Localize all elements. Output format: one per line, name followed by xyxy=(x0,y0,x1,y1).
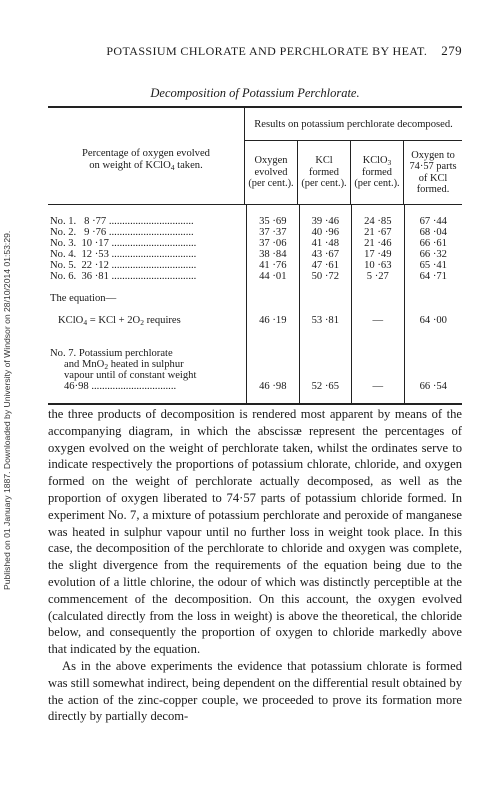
table-cell: 35 ·69 xyxy=(259,216,287,227)
col-head-ratio: Oxygen to 74·57 parts of KCl formed. xyxy=(409,149,457,195)
results-table xyxy=(48,106,462,405)
table-cell: 5 ·27 xyxy=(366,271,389,282)
table-cell: 40 ·96 xyxy=(311,227,339,238)
table-cell: 21 ·67 xyxy=(364,227,392,238)
table-cell: 21 ·46 xyxy=(364,238,392,249)
running-title: POTASSIUM CHLORATE AND PERCHLORATE BY HEAT. xyxy=(106,44,428,58)
table-bottom-rule xyxy=(48,403,462,405)
ratio-column xyxy=(405,205,462,403)
table-row-label: No. 6. 36 ·81 ..... xyxy=(48,271,246,282)
column-headers xyxy=(245,141,462,204)
table-cell: — xyxy=(372,381,384,392)
table-row-label: No. 1. 8 ·77 ..... xyxy=(48,216,246,227)
table-cell: 52 ·65 xyxy=(311,381,339,392)
table-cell: 39 ·46 xyxy=(311,216,339,227)
table-cell: 67 ·44 xyxy=(419,216,447,227)
paragraph: the three products of decomposition is rendered most apparent by means of the accompanying diagram, in which the abscissæ represent the percentages of oxygen evolved on the weight of perchlorate taken, whilst the ordinates serve to indicate respectively the proportions of potassium chlorate, chloride, and oxygen formed on the weight of perchlorate actually decomposed, as well as the proportion of oxygen liberated to 74·57 parts of potassium chloride formed. In experiment No. 7, a mixture of potassium perchlorate and peroxide of manganese was heated in sulphur vapour until no further loss in weight took place. In this case, the decomposition of the perchlorate to chloride and oxygen was complete, the slight divergence from the requirements of the equation being due to the evolution of a little chlorine, the odour of which was distinctly perceptible at the commencement of the decomposition. On this account, the oxygen evolved (calculated directly from the loss in weight) is above the theoretical, the chloride below, and consequently the proportion of oxygen to chloride markedly above that indicated by the equation. xyxy=(48,407,462,657)
table-cell: 37 ·37 xyxy=(259,227,287,238)
equation: KClO$_4$ = KCl + $2O_2$ requires xyxy=(58,315,181,326)
left-header: Percentage of oxygen evolved on weight of KClO$_4$ taken. xyxy=(48,108,245,204)
group-title: Results on potassium perchlorate decomposed. xyxy=(245,108,462,141)
table-row-label: No. 3. 10 ·17 ..... xyxy=(48,238,246,249)
table-cell: 43 ·67 xyxy=(311,249,339,260)
table-cell: 50 ·72 xyxy=(311,271,339,282)
exp7-line-2: and MnO$_2$ heated in sulphur xyxy=(64,359,184,370)
table-cell: 44 ·01 xyxy=(259,271,287,282)
table-cell: 47 ·61 xyxy=(311,260,339,271)
oxygen-column xyxy=(247,205,300,403)
body-text xyxy=(48,406,462,725)
table-body xyxy=(48,205,462,403)
col-head-kclo3: KClO$_3$ formed (per cent.). xyxy=(351,141,404,204)
table-row-label: No. 5. 22 ·12 ..... xyxy=(48,260,246,271)
label-column xyxy=(48,205,247,403)
table-header xyxy=(48,108,462,205)
table-cell: 17 ·49 xyxy=(364,249,392,260)
kclo3-column xyxy=(352,205,405,403)
table-cell: 66 ·32 xyxy=(419,249,447,260)
table-cell: 64 ·00 xyxy=(419,315,447,326)
table-cell: 38 ·84 xyxy=(259,249,287,260)
col-head-oxygen: Oxygen evolved (per cent.). xyxy=(245,141,298,204)
table-cell: 46 ·19 xyxy=(259,315,287,326)
kcl-column xyxy=(300,205,353,403)
paragraph: As in the above experiments the evidence that potassium chlorate is formed was still somewhat indirect, being dependent on the differential result obtained by the action of the zinc-copper couple, we proceeded to prove its formation more directly by partially decom- xyxy=(48,658,462,724)
exp7-value: 46·98 ..... xyxy=(48,381,246,392)
exp7-line-3: vapour until of constant weight xyxy=(64,370,197,381)
table-cell: 41 ·76 xyxy=(259,260,287,271)
table-cell: 37 ·06 xyxy=(259,238,287,249)
table-cell: 65 ·41 xyxy=(419,260,447,271)
table-cell: 10 ·63 xyxy=(364,260,392,271)
table-cell: 64 ·71 xyxy=(419,271,447,282)
table-cell: 46 ·98 xyxy=(259,381,287,392)
running-head xyxy=(48,43,462,59)
table-cell: 41 ·48 xyxy=(311,238,339,249)
download-notice: Published on 01 January 1887. Downloaded by University of Windsor on 28/10/2014 01:53:29. xyxy=(2,230,12,590)
table-cell: 66 ·61 xyxy=(419,238,447,249)
table-cell: 68 ·04 xyxy=(419,227,447,238)
table-cell: 24 ·85 xyxy=(364,216,392,227)
table-cell: — xyxy=(372,315,384,326)
table-cell: 66 ·54 xyxy=(419,381,447,392)
right-header xyxy=(245,108,462,204)
table-row-label: No. 2. 9 ·76 ..... xyxy=(48,227,246,238)
exp7-line-1: No. 7. Potassium perchlorate xyxy=(50,348,173,359)
equation-label: The equation— xyxy=(50,293,117,304)
table-caption: Decomposition of Potassium Perchlorate. xyxy=(150,86,360,100)
table-cell: 53 ·81 xyxy=(311,315,339,326)
col-head-kcl: KCl formed (per cent.). xyxy=(298,141,351,204)
table-row-label: No. 4. 12 ·53 ..... xyxy=(48,249,246,260)
page-number: 279 xyxy=(441,43,462,58)
